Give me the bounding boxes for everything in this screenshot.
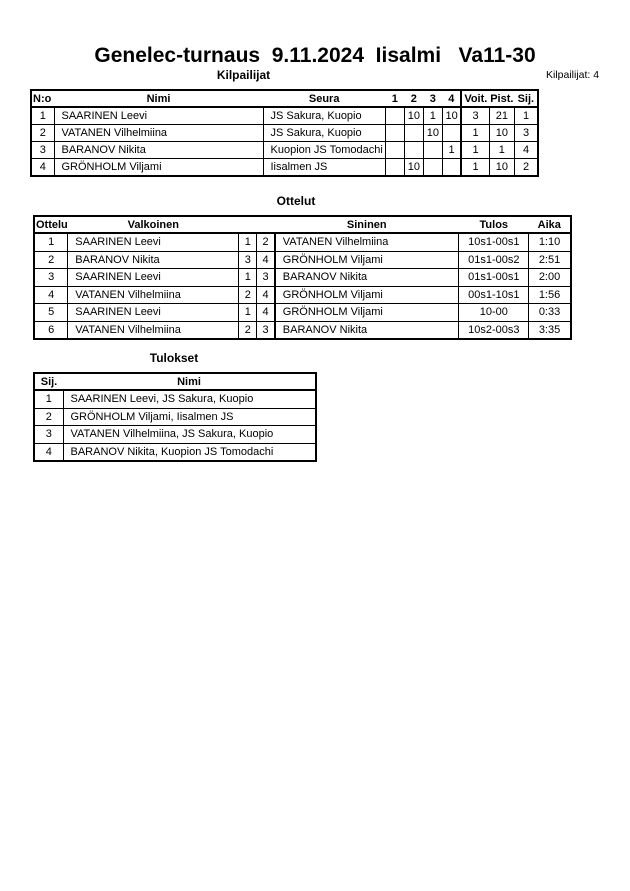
table-row	[34, 426, 316, 444]
col-header-sij: Sij.	[514, 90, 538, 107]
cell-tulos: 10s1-00s1	[459, 233, 529, 251]
cell-valkoinen: BARANOV Nikita	[68, 251, 239, 269]
cell-score-4: 1	[442, 142, 461, 159]
kilpailijat-section	[30, 89, 539, 177]
cell-nimi: GRÖNHOLM Viljami, Iisalmen JS	[63, 408, 316, 426]
cell-white-number: 1	[239, 269, 257, 287]
cell-blue-number: 4	[257, 304, 275, 322]
cell-seura: JS Sakura, Kuopio	[263, 125, 385, 142]
cell-score-2	[404, 142, 423, 159]
col-header-nimi: Nimi	[63, 373, 316, 390]
kilpailijat-header-row	[31, 90, 538, 107]
cell-nro: 1	[31, 107, 54, 125]
col-header-voit: Voit.	[461, 90, 489, 107]
table-row	[34, 321, 571, 339]
cell-ottelu: 5	[34, 304, 68, 322]
cell-white-number: 3	[239, 251, 257, 269]
cell-blue-number: 2	[257, 233, 275, 251]
cell-voit: 1	[461, 142, 489, 159]
table-row	[34, 269, 571, 287]
cell-pist: 10	[489, 159, 514, 177]
tulokset-heading: Tulokset	[149, 351, 199, 365]
cell-sininen: GRÖNHOLM Viljami	[275, 251, 459, 269]
cell-score-2	[404, 125, 423, 142]
cell-blue-number: 3	[257, 321, 275, 339]
cell-nimi: VATANEN Vilhelmiina	[54, 125, 263, 142]
cell-white-number: 1	[239, 304, 257, 322]
cell-pist: 1	[489, 142, 514, 159]
ottelut-heading: Ottelut	[276, 194, 316, 208]
cell-aika: 1:56	[529, 286, 571, 304]
col-header-round-2: 2	[404, 90, 423, 107]
col-header-sininen: Sininen	[275, 216, 459, 233]
table-row	[34, 390, 316, 408]
cell-white-number: 2	[239, 286, 257, 304]
cell-score-1	[385, 142, 404, 159]
cell-aika: 2:51	[529, 251, 571, 269]
table-row	[34, 304, 571, 322]
ottelut-table	[33, 215, 572, 340]
cell-sininen: BARANOV Nikita	[275, 269, 459, 287]
table-row	[34, 286, 571, 304]
cell-ottelu: 6	[34, 321, 68, 339]
cell-sininen: VATANEN Vilhelmiina	[275, 233, 459, 251]
cell-score-3	[423, 159, 442, 177]
table-row	[34, 443, 316, 461]
cell-score-3: 1	[423, 107, 442, 125]
cell-white-number: 1	[239, 233, 257, 251]
cell-valkoinen: VATANEN Vilhelmiina	[68, 286, 239, 304]
cell-sij: 4	[34, 443, 63, 461]
cell-seura: Kuopion JS Tomodachi	[263, 142, 385, 159]
col-header-ottelu: Ottelu	[34, 216, 68, 233]
cell-pist: 10	[489, 125, 514, 142]
cell-sij: 2	[34, 408, 63, 426]
col-header-round-3: 3	[423, 90, 442, 107]
kilpailijat-heading: Kilpailijat	[216, 68, 271, 82]
col-header-aika: Aika	[529, 216, 571, 233]
col-header-round-4: 4	[442, 90, 461, 107]
cell-nimi: BARANOV Nikita	[54, 142, 263, 159]
table-row	[34, 408, 316, 426]
cell-valkoinen: SAARINEN Leevi	[68, 269, 239, 287]
cell-sij: 3	[34, 426, 63, 444]
cell-seura: Iisalmen JS	[263, 159, 385, 177]
cell-score-4: 10	[442, 107, 461, 125]
cell-nro: 2	[31, 125, 54, 142]
cell-nro: 3	[31, 142, 54, 159]
cell-pist: 21	[489, 107, 514, 125]
cell-valkoinen: SAARINEN Leevi	[68, 304, 239, 322]
cell-tulos: 01s1-00s2	[459, 251, 529, 269]
cell-nimi: SAARINEN Leevi	[54, 107, 263, 125]
cell-score-2: 10	[404, 107, 423, 125]
cell-voit: 3	[461, 107, 489, 125]
table-row	[31, 107, 538, 125]
cell-ottelu: 4	[34, 286, 68, 304]
page-title: Genelec-turnaus 9.11.2024 Iisalmi Va11-30	[94, 44, 536, 67]
cell-nro: 4	[31, 159, 54, 177]
cell-ottelu: 1	[34, 233, 68, 251]
cell-tulos: 00s1-10s1	[459, 286, 529, 304]
tulokset-section	[33, 351, 317, 462]
cell-aika: 0:33	[529, 304, 571, 322]
cell-sij: 1	[514, 107, 538, 125]
col-header-valkoinen: Valkoinen	[68, 216, 239, 233]
cell-ottelu: 3	[34, 269, 68, 287]
table-row	[31, 142, 538, 159]
table-row	[31, 159, 538, 177]
cell-valkoinen: SAARINEN Leevi	[68, 233, 239, 251]
cell-sij: 4	[514, 142, 538, 159]
table-row	[34, 251, 571, 269]
cell-aika: 1:10	[529, 233, 571, 251]
table-row	[31, 125, 538, 142]
col-header-nimi: Nimi	[54, 90, 263, 107]
cell-sij: 3	[514, 125, 538, 142]
cell-nimi: VATANEN Vilhelmiina, JS Sakura, Kuopio	[63, 426, 316, 444]
cell-tulos: 10-00	[459, 304, 529, 322]
col-header-sij: Sij.	[34, 373, 63, 390]
cell-score-1	[385, 107, 404, 125]
cell-blue-number: 3	[257, 269, 275, 287]
cell-nimi: SAARINEN Leevi, JS Sakura, Kuopio	[63, 390, 316, 408]
tulokset-table	[33, 372, 317, 462]
cell-score-2: 10	[404, 159, 423, 177]
cell-voit: 1	[461, 159, 489, 177]
competitors-count: Kilpailijat: 4	[546, 69, 600, 81]
cell-sij: 1	[34, 390, 63, 408]
cell-blue-number: 4	[257, 251, 275, 269]
col-header-white-number	[239, 216, 257, 233]
cell-tulos: 01s1-00s1	[459, 269, 529, 287]
cell-score-4	[442, 125, 461, 142]
cell-sij: 2	[514, 159, 538, 177]
kilpailijat-table	[30, 89, 539, 177]
cell-sininen: GRÖNHOLM Viljami	[275, 286, 459, 304]
cell-sininen: BARANOV Nikita	[275, 321, 459, 339]
cell-aika: 3:35	[529, 321, 571, 339]
cell-white-number: 2	[239, 321, 257, 339]
cell-seura: JS Sakura, Kuopio	[263, 107, 385, 125]
col-header-seura: Seura	[263, 90, 385, 107]
tulokset-header-row	[34, 373, 316, 390]
cell-score-1	[385, 125, 404, 142]
cell-score-3: 10	[423, 125, 442, 142]
ottelut-section	[33, 194, 572, 340]
cell-nimi: GRÖNHOLM Viljami	[54, 159, 263, 177]
col-header-blue-number	[257, 216, 275, 233]
cell-sininen: GRÖNHOLM Viljami	[275, 304, 459, 322]
cell-aika: 2:00	[529, 269, 571, 287]
col-header-pist: Pist.	[489, 90, 514, 107]
col-header-tulos: Tulos	[459, 216, 529, 233]
cell-ottelu: 2	[34, 251, 68, 269]
col-header-nro: N:o	[31, 90, 54, 107]
cell-voit: 1	[461, 125, 489, 142]
cell-tulos: 10s2-00s3	[459, 321, 529, 339]
cell-score-1	[385, 159, 404, 177]
ottelut-header-row	[34, 216, 571, 233]
cell-blue-number: 4	[257, 286, 275, 304]
cell-valkoinen: VATANEN Vilhelmiina	[68, 321, 239, 339]
cell-score-4	[442, 159, 461, 177]
col-header-round-1: 1	[385, 90, 404, 107]
cell-nimi: BARANOV Nikita, Kuopion JS Tomodachi	[63, 443, 316, 461]
cell-score-3	[423, 142, 442, 159]
table-row	[34, 233, 571, 251]
